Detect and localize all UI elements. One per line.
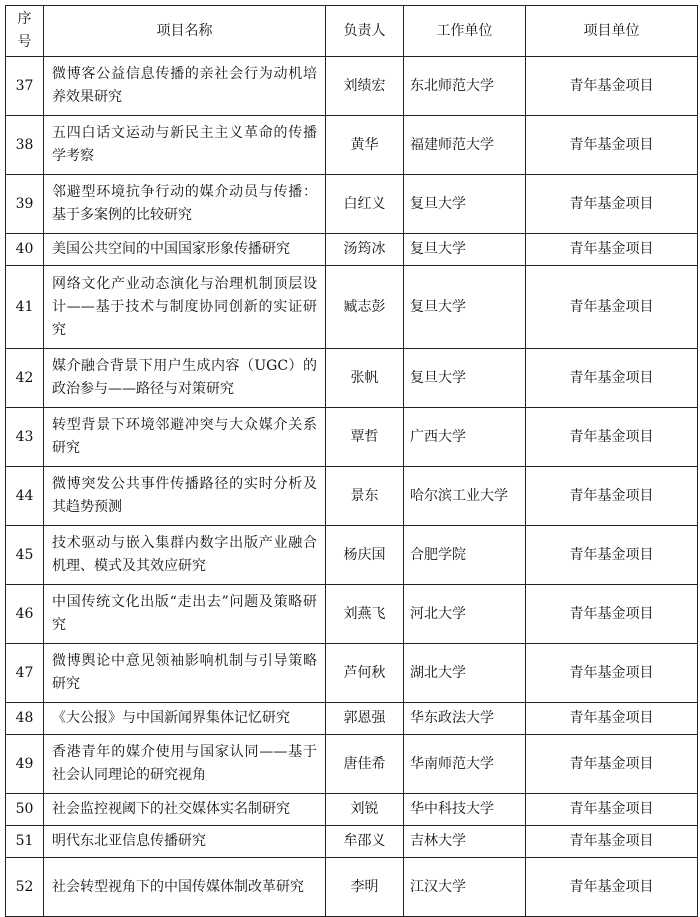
project-leader: 刘锐	[326, 794, 404, 826]
project-name: 微博客公益信息传播的亲社会行为动机培养效果研究	[44, 57, 326, 116]
table-row	[6, 858, 698, 917]
work-unit: 东北师范大学	[404, 57, 526, 116]
project-leader: 唐佳希	[326, 735, 404, 794]
project-type: 青年基金项目	[526, 794, 698, 826]
project-type: 青年基金项目	[526, 703, 698, 735]
row-index: 45	[6, 526, 44, 585]
row-index: 48	[6, 703, 44, 735]
project-leader: 景东	[326, 467, 404, 526]
work-unit: 复旦大学	[404, 349, 526, 408]
work-unit: 复旦大学	[404, 175, 526, 234]
project-name: 微博舆论中意见领袖影响机制与引导策略研究	[44, 644, 326, 703]
project-leader: 刘绩宏	[326, 57, 404, 116]
project-name: 转型背景下环境邻避冲突与大众媒介关系研究	[44, 408, 326, 467]
row-index: 42	[6, 349, 44, 408]
header-work-unit: 工作单位	[404, 6, 526, 57]
table-header-row	[6, 6, 698, 57]
work-unit: 哈尔滨工业大学	[404, 467, 526, 526]
project-name: 明代东北亚信息传播研究	[44, 826, 326, 858]
row-index: 43	[6, 408, 44, 467]
row-index: 39	[6, 175, 44, 234]
project-leader: 汤筠冰	[326, 234, 404, 266]
project-leader: 刘燕飞	[326, 585, 404, 644]
work-unit: 广西大学	[404, 408, 526, 467]
project-name: 香港青年的媒介使用与国家认同——基于社会认同理论的研究视角	[44, 735, 326, 794]
project-name: 社会转型视角下的中国传媒体制改革研究	[44, 858, 326, 917]
project-leader: 张帆	[326, 349, 404, 408]
row-index: 41	[6, 266, 44, 349]
work-unit: 福建师范大学	[404, 116, 526, 175]
work-unit: 湖北大学	[404, 644, 526, 703]
project-leader: 李明	[326, 858, 404, 917]
project-name: 美国公共空间的中国国家形象传播研究	[44, 234, 326, 266]
work-unit: 华中科技大学	[404, 794, 526, 826]
project-type: 青年基金项目	[526, 826, 698, 858]
project-type: 青年基金项目	[526, 57, 698, 116]
project-type: 青年基金项目	[526, 858, 698, 917]
table-row	[6, 57, 698, 116]
header-index: 序号	[6, 6, 44, 57]
table-row	[6, 735, 698, 794]
project-name: 邻避型环境抗争行动的媒介动员与传播：基于多案例的比较研究	[44, 175, 326, 234]
work-unit: 合肥学院	[404, 526, 526, 585]
work-unit: 河北大学	[404, 585, 526, 644]
project-type: 青年基金项目	[526, 735, 698, 794]
header-project-type: 项目单位	[526, 6, 698, 57]
project-type: 青年基金项目	[526, 234, 698, 266]
project-leader: 杨庆国	[326, 526, 404, 585]
row-index: 51	[6, 826, 44, 858]
project-type: 青年基金项目	[526, 266, 698, 349]
row-index: 37	[6, 57, 44, 116]
project-type: 青年基金项目	[526, 467, 698, 526]
project-leader: 郭恩强	[326, 703, 404, 735]
project-type: 青年基金项目	[526, 526, 698, 585]
table-row	[6, 794, 698, 826]
table-row	[6, 234, 698, 266]
project-type: 青年基金项目	[526, 585, 698, 644]
project-leader: 黄华	[326, 116, 404, 175]
project-type: 青年基金项目	[526, 408, 698, 467]
table-row	[6, 585, 698, 644]
project-name: 网络文化产业动态演化与治理机制顶层设计——基于技术与制度协同创新的实证研究	[44, 266, 326, 349]
table-row	[6, 703, 698, 735]
project-leader: 白红义	[326, 175, 404, 234]
project-name: 中国传统文化出版“走出去”问题及策略研究	[44, 585, 326, 644]
table-row	[6, 826, 698, 858]
project-name: 技术驱动与嵌入集群内数字出版产业融合机理、模式及其效应研究	[44, 526, 326, 585]
project-type: 青年基金项目	[526, 116, 698, 175]
project-type: 青年基金项目	[526, 644, 698, 703]
project-leader: 芦何秋	[326, 644, 404, 703]
table-row	[6, 349, 698, 408]
work-unit: 复旦大学	[404, 266, 526, 349]
work-unit: 吉林大学	[404, 826, 526, 858]
project-name: 媒介融合背景下用户生成内容（UGC）的政治参与——路径与对策研究	[44, 349, 326, 408]
table-row	[6, 116, 698, 175]
work-unit: 华东政法大学	[404, 703, 526, 735]
work-unit: 江汉大学	[404, 858, 526, 917]
project-name: 五四白话文运动与新民主主义革命的传播学考察	[44, 116, 326, 175]
project-leader: 臧志彭	[326, 266, 404, 349]
table-row	[6, 467, 698, 526]
project-name: 微博突发公共事件传播路径的实时分析及其趋势预测	[44, 467, 326, 526]
row-index: 40	[6, 234, 44, 266]
row-index: 38	[6, 116, 44, 175]
work-unit: 华南师范大学	[404, 735, 526, 794]
row-index: 49	[6, 735, 44, 794]
header-leader: 负责人	[326, 6, 404, 57]
header-project-name: 项目名称	[44, 6, 326, 57]
table-row	[6, 266, 698, 349]
table-row	[6, 408, 698, 467]
table-row	[6, 526, 698, 585]
project-table	[5, 5, 698, 917]
row-index: 46	[6, 585, 44, 644]
work-unit: 复旦大学	[404, 234, 526, 266]
project-type: 青年基金项目	[526, 175, 698, 234]
project-leader: 覃哲	[326, 408, 404, 467]
project-leader: 牟邵义	[326, 826, 404, 858]
table-body	[6, 57, 698, 917]
row-index: 50	[6, 794, 44, 826]
row-index: 52	[6, 858, 44, 917]
row-index: 44	[6, 467, 44, 526]
table-row	[6, 175, 698, 234]
project-type: 青年基金项目	[526, 349, 698, 408]
row-index: 47	[6, 644, 44, 703]
project-name: 社会监控视阈下的社交媒体实名制研究	[44, 794, 326, 826]
project-name: 《大公报》与中国新闻界集体记忆研究	[44, 703, 326, 735]
table-row	[6, 644, 698, 703]
